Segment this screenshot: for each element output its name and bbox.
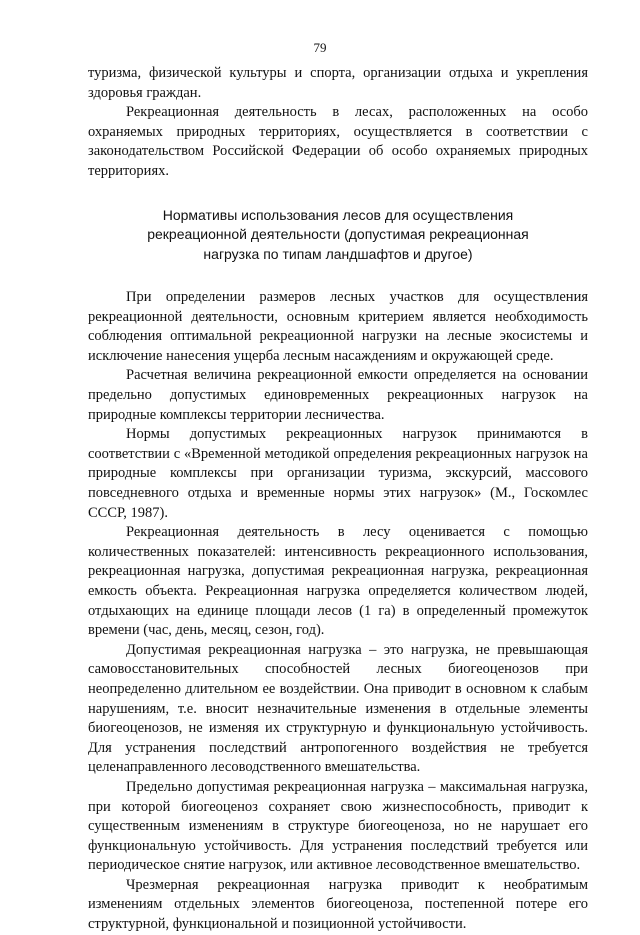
page-number: 79 [313, 40, 327, 55]
paragraph-load-norms: Нормы допустимых рекреационных нагрузок принимаются в соответствии с «Временной методикой определения рекреационных нагрузок на природные комплексы при организации туризма, экскурсий, массового повседневного отдыха и временные нормы этих нагрузок» (М., Госкомлес СССР, 1987). [88, 426, 588, 521]
paragraph-excessive-load: Чрезмерная рекреационная нагрузка приводит к необратимым изменениям отдельных элементов биогеоценоза, постепенной потере его структурной, функциональной и позиционной устойчивости. [88, 876, 588, 933]
paragraph-permissible-load: Допустимая рекреационная нагрузка – это нагрузка, не превышающая самовосстановительных способностей лесных биогеоценозов при неопределенно длительном ее воздействии. Она приводит в основном к слабым нарушениям, т.е. вносит незначительные изменения в отдельные элементы биогеоценозов, не изменяя их структурную и функциональную устойчивость. Для устранения последствий антропогенного воздействия не требуется целенаправленного лесоводственного вмешательства. [88, 641, 588, 776]
document-body [88, 64, 588, 935]
section-heading-line: Нормативы использования лесов для осуществления [162, 206, 514, 223]
paragraph-recreational-capacity: Расчетная величина рекреационной емкости определяется на основании предельно допустимых единовременных рекреационных нагрузок на природные комплексы территории лесничества. [88, 367, 588, 423]
section-heading-line: рекреационной деятельности (допустимая рекреационная [147, 226, 529, 243]
section-heading-line: нагрузка по типам ландшафтов и другое) [203, 245, 473, 262]
paragraph-continuation: туризма, физической культуры и спорта, организации отдыха и укрепления здоровья граждан. [88, 65, 588, 101]
paragraph-main-criterion: При определении размеров лесных участков для осуществления рекреационной деятельности, основным критерием является необходимость соблюдения оптимальной рекреационной нагрузки на лесные экосистемы и исключение нанесения ущерба лесным насаждениям и окружающей среде. [88, 289, 588, 364]
paragraph-max-permissible-load: Предельно допустимая рекреационная нагрузка – максимальная нагрузка, при которой биогеоценоз сохраняет свою жизнеспособность, приводит к существенным изменениям в структуре биогеоценоза, но не нарушает его функциональную устойчивость. Для устранения последствий требуется или периодическое снятие нагрузок, или активное лесоводственное вмешательство. [88, 778, 588, 874]
section-heading [88, 206, 588, 265]
paragraph-protected-territories: Рекреационная деятельность в лесах, расположенных на особо охраняемых природных территориях, осуществляется в соответствии с законодательством Российской Федерации об особо охраняемых природных территориях. [88, 104, 588, 179]
paragraph-quantitative-indicators: Рекреационная деятельность в лесу оценивается с помощью количественных показателей: интенсивность рекреационного использования, рекреационная нагрузка, допустимая рекреационная нагрузка, рекреационная емкость объекта. Рекреационная нагрузка определяется количеством людей, отдыхающих на единице площади лесов (1 га) в определенный промежуток времени (час, день, месяц, сезон, год). [88, 524, 588, 639]
